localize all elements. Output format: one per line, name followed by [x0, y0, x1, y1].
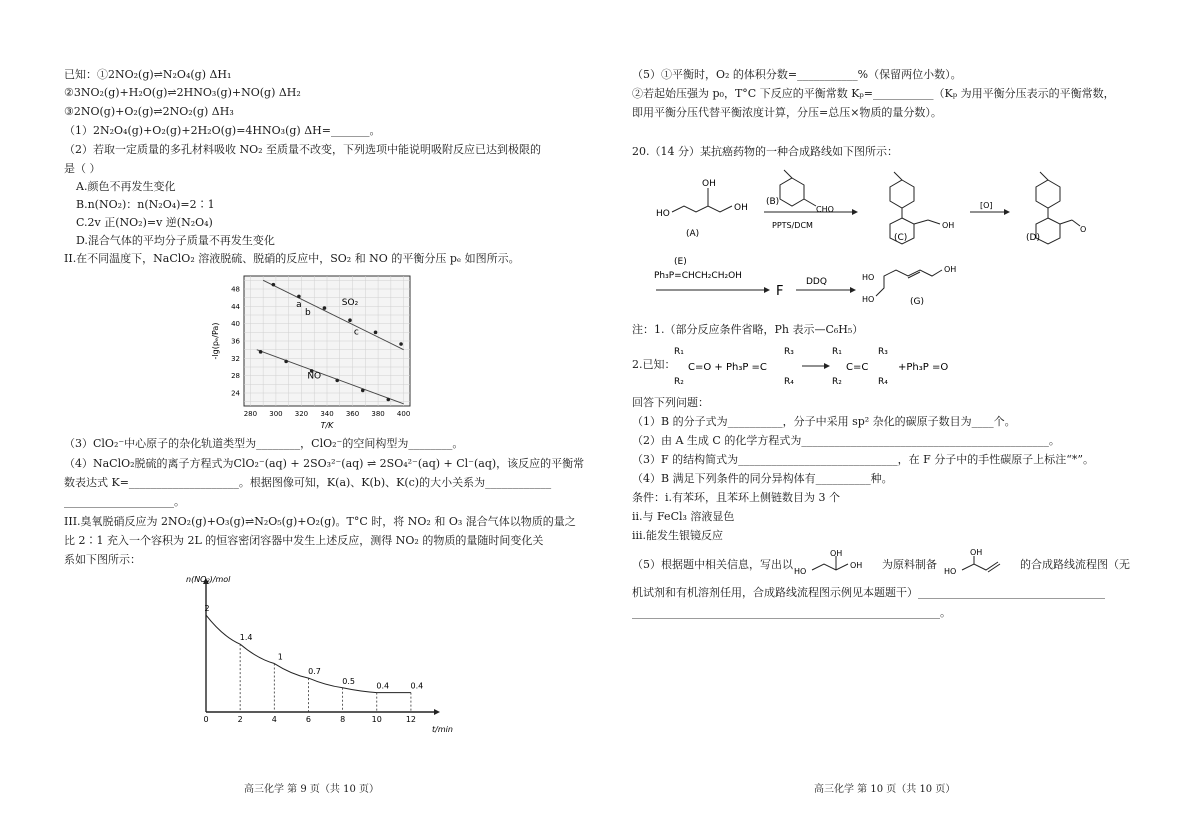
y-axis-label: -lg(pₑ/Pa): [211, 322, 220, 360]
wittig-equation: [674, 344, 974, 388]
question-5-part2: ②若起始压强为 p₀，T°C 下反应的平衡常数 Kₚ=___________（Kₚ 为用平衡分压表示的平衡常数，: [632, 87, 1115, 100]
q20-3: （3）F 的结构简式为_____________________________，在 F 分子中的手性碳原子上标注“*”。: [632, 453, 1094, 466]
condition-iii: iii.能发生银镜反应: [632, 529, 724, 542]
mol-a-oh1: OH: [702, 179, 716, 189]
x-tick-label: 280: [243, 410, 258, 418]
mol-d-label: (D): [1026, 233, 1040, 243]
mol-g-label: (G): [910, 297, 924, 307]
y-tick-label: 44: [231, 302, 240, 311]
target-structure: [940, 548, 1020, 582]
reagent-b-cho: CHO: [816, 205, 834, 214]
mol-g-ho1: HO: [862, 273, 875, 282]
data-point: [335, 379, 339, 383]
mol-g-ho2: HO: [862, 295, 875, 304]
q20-2: （2）由 A 生成 C 的化学方程式为_____________________________________________。: [632, 434, 1060, 447]
question-3: （3）ClO₂⁻中心原子的杂化轨道类型为________，ClO₂⁻的空间构型为________。: [64, 437, 464, 450]
data-point: [272, 283, 276, 287]
condition-i: 条件：i.有苯环，且苯环上侧链数目为 3 个: [632, 491, 841, 504]
mol-c-oh: OH: [942, 221, 955, 230]
x-tick-label: 2: [237, 715, 243, 724]
wittig-cc: C=C: [846, 362, 869, 373]
x-axis-arrow: [434, 709, 440, 715]
wittig-arrow-head: [824, 363, 830, 369]
reagent-b-label: (B): [766, 197, 780, 207]
arrow-head-4: [850, 287, 856, 293]
section-iii-cont2: 系如下图所示：: [64, 553, 141, 566]
x-tick-label: 4: [271, 715, 277, 724]
x-tick-label: 10: [371, 715, 382, 724]
annotation-label: c: [353, 327, 359, 338]
x-tick-label: 6: [305, 715, 312, 724]
data-point: [284, 360, 288, 364]
data-label: 1: [277, 652, 283, 662]
q20-1: （1）B 的分子式为__________，分子中采用 sp² 杂化的碳原子数目为____个。: [632, 415, 1016, 428]
wittig-r4-lhs: R₄: [784, 377, 794, 387]
x-tick-label: 340: [320, 410, 334, 418]
question-20-title: 20.（14 分）某抗癌药物的一种合成路线如下图所示：: [632, 145, 898, 158]
mol-a-ho: HO: [656, 209, 670, 219]
question-4: （4）NaClO₂脱硫的离子方程式为ClO₂⁻(aq) + 2SO₃²⁻(aq) ⇌ 2SO₄²⁻(aq) + Cl⁻(aq)，该反应的平衡常: [64, 457, 585, 470]
wittig-r3-lhs: R₃: [784, 347, 794, 357]
x-tick-label: 360: [345, 410, 360, 418]
x-tick-label: 300: [269, 410, 283, 418]
data-label: 0.4: [410, 681, 424, 691]
y-tick-label: 28: [231, 372, 240, 381]
question-2-cont: 是（ ）: [64, 162, 101, 175]
section-iii: III.臭氧脱硝反应为 2NO₂(g)+O₃(g)⇌N₂O₅(g)+O₂(g)。T°C 时，将 NO₂ 和 O₃ 混合气体以物质的量之: [64, 515, 576, 528]
data-point: [297, 295, 301, 299]
mol-a-label: (A): [686, 229, 700, 239]
q20-5-line2: 机试剂和有机溶剂任用，合成路线流程图示例见本题题干）__________________________________: [632, 586, 1105, 599]
x-tick-label: 8: [340, 715, 346, 724]
question-1: （1）2N₂O₄(g)+O₂(g)+2H₂O(g)=4HNO₃(g) ΔH=_______。: [64, 124, 381, 137]
wittig-r2: R₂: [674, 377, 684, 387]
arrow-head-1: [852, 209, 858, 215]
ddq-label: DDQ: [806, 277, 827, 287]
reagent-e-label: (E): [674, 257, 687, 267]
wittig-r3-rhs: R₃: [878, 347, 888, 357]
known-reaction-2: ②3NO₂(g)+H₂O(g)⇌2HNO₃(g)+NO(g) ΔH₂: [64, 86, 301, 99]
annotation-label: b: [304, 308, 311, 318]
q20-4: （4）B 满足下列条件的同分异构体有__________种。: [632, 472, 893, 485]
wittig-r1-rhs: R₁: [832, 347, 842, 357]
note-1: 注：1.（部分反应条件省略，Ph 表示—C₆H₅）: [632, 323, 864, 336]
y-tick-label: 40: [231, 320, 240, 329]
question-4-cont: 数表达式 K=____________________。根据图像可知，K(a)、K(b)、K(c)的大小关系为____________: [64, 476, 552, 489]
y-axis-label: n(NO₂)/mol: [186, 575, 231, 584]
x-tick-label: 320: [294, 410, 309, 418]
data-point: [399, 342, 403, 346]
question-2: （2）若取一定质量的多孔材料吸收 NO₂ 至质量不改变，下列选项中能说明吸附反应已达到极限的: [64, 143, 542, 156]
data-point: [361, 389, 365, 393]
molecule-a: [672, 188, 732, 212]
data-point: [323, 306, 327, 310]
molecule-g: [876, 270, 942, 296]
y-tick-label: 24: [231, 389, 240, 398]
wittig-r2-rhs: R₂: [832, 377, 842, 387]
reagent-b-structure: [780, 170, 816, 206]
annotation-label: SO₂: [341, 298, 359, 309]
annotation-label: NO: [307, 371, 322, 382]
question-5-part2-cont: 即用平衡分压代替平衡浓度计算，分压=总压×物质的量分数）。: [632, 106, 942, 119]
wittig-rhs: +Ph₃P =O: [898, 362, 949, 373]
q20-5-c: 的合成路线流程图（无: [1020, 558, 1130, 571]
data-label: 0.5: [342, 676, 355, 686]
molecule-d: [1036, 172, 1080, 244]
glycerol-structure: [790, 548, 886, 582]
y-tick-label: 48: [231, 285, 240, 294]
partial-pressure-chart: [200, 268, 420, 434]
mol-g-oh: OH: [944, 265, 957, 274]
data-point: [259, 350, 263, 354]
data-point: [348, 318, 352, 322]
known-reaction-1: 已知：①2NO₂(g)⇌N₂O₄(g) ΔH₁: [64, 68, 232, 81]
data-label: 0.7: [308, 667, 321, 677]
note-2: 2.已知：: [632, 358, 676, 371]
condition-pptsdcm: PPTS/DCM: [772, 221, 813, 230]
option-b: B.n(NO₂)：n(N₂O₄)=2∶1: [76, 198, 215, 211]
page-footer-9: 高三化学 第 9 页（共 10 页）: [244, 784, 379, 795]
wittig-lhs: C=O + Ph₃P =C: [688, 362, 767, 373]
known-reaction-3: ③2NO(g)+O₂(g)⇌2NO₂(g) ΔH₃: [64, 105, 234, 118]
q20-5-a: （5）根据题中相关信息，写出以: [632, 558, 793, 571]
synthesis-route-row1: [652, 166, 1152, 246]
mol-c-label: (C): [894, 233, 908, 243]
x-tick-label: 12: [405, 715, 417, 724]
annotation-label: a: [296, 300, 302, 311]
data-label: 2: [204, 604, 210, 614]
option-d: D.混合气体的平均分子质量不再发生变化: [76, 234, 275, 247]
oxidation-label: [O]: [980, 201, 993, 210]
glycerol-oh1: OH: [830, 549, 843, 558]
x-tick-label: 380: [371, 410, 385, 418]
mol-d-o: O: [1080, 225, 1087, 234]
data-label: 0.4: [376, 681, 390, 691]
data-point: [374, 331, 378, 335]
arrow-head-2: [1004, 209, 1010, 215]
question-5: （5）①平衡时，O₂ 的体积分数=___________%（保留两位小数）。: [632, 68, 962, 81]
option-a: A.颜色不再发生变化: [76, 180, 176, 193]
q20-5-b: 为原料制备: [882, 558, 937, 571]
x-tick-label: 0: [203, 715, 209, 724]
answer-intro: 回答下列问题：: [632, 396, 709, 409]
section-ii: II.在不同温度下，NaClO₂ 溶液脱硫、脱硝的反应中，SO₂ 和 NO 的平衡分压 pₑ 如图所示。: [64, 252, 520, 265]
wittig-r4-rhs: R₄: [878, 377, 888, 387]
arrow-head-3: [764, 287, 770, 293]
q20-5-line3: ________________________________________________________。: [632, 606, 951, 619]
x-axis-label: t/min: [432, 725, 453, 734]
compound-f: F: [776, 284, 784, 299]
wittig-r1: R₁: [674, 347, 684, 357]
page-footer-10: 高三化学 第 10 页（共 10 页）: [814, 784, 956, 795]
no2-amount-chart: [178, 572, 458, 744]
y-tick-label: 32: [231, 354, 240, 363]
x-axis-label: T/K: [320, 421, 334, 430]
section-iii-cont: 比 2∶1 充入一个容积为 2L 的恒容密闭容器中发生上述反应，测得 NO₂ 的物质的量随时间变化关: [64, 534, 544, 547]
reagent-e-formula: Ph₃P=CHCH₂CH₂OH: [654, 271, 742, 281]
x-tick-label: 400: [396, 410, 411, 418]
data-point: [386, 398, 390, 402]
condition-ii: ii.与 FeCl₃ 溶液显色: [632, 510, 735, 523]
target-ho: HO: [944, 567, 957, 576]
y-tick-label: 36: [231, 337, 240, 346]
glycerol-ho: HO: [794, 567, 807, 576]
option-c: C.2v 正(NO₂)=v 逆(N₂O₄): [76, 216, 213, 229]
target-oh: OH: [970, 548, 983, 557]
glycerol-oh2: OH: [850, 561, 863, 570]
data-label: 1.4: [239, 633, 253, 643]
mol-a-oh2: OH: [734, 203, 748, 213]
synthesis-route-row2: [652, 254, 992, 314]
question-4-cont2: ____________________。: [64, 495, 185, 508]
